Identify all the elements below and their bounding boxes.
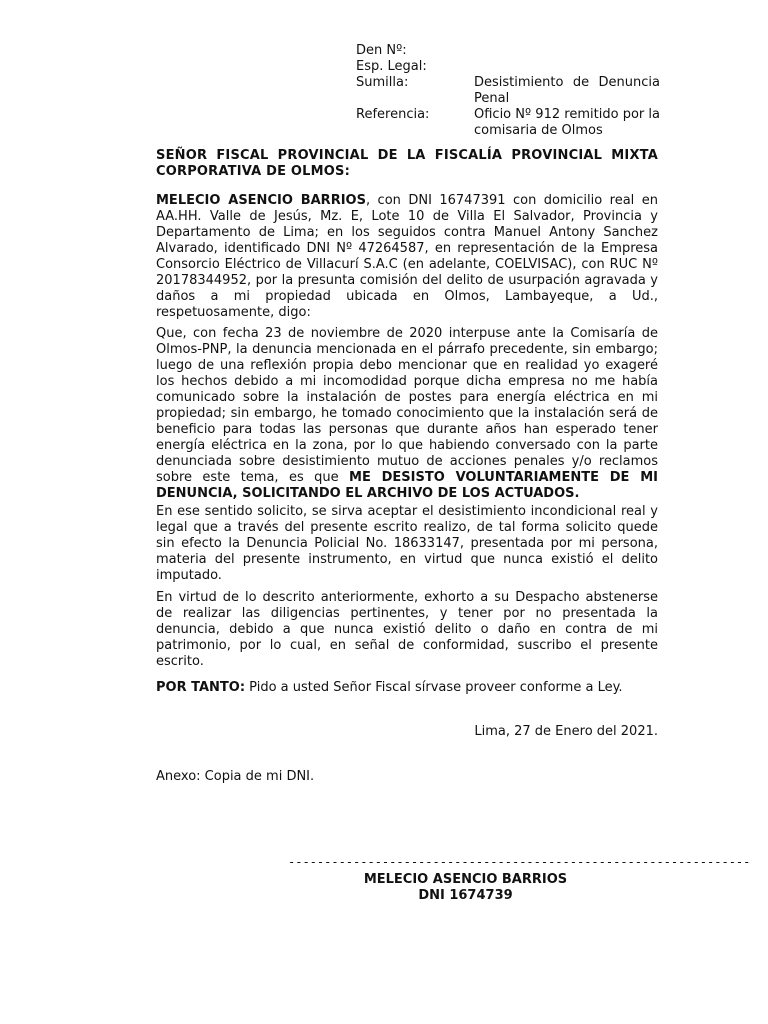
request-paragraph: En ese sentido solicito, se sirva aceptar el desistimiento incondicional real y legal que a través del presente escrito realizo, de tal forma solicito quede sin efecto la Denuncia Policial No. 18633147, presentada por mi persona, materia del presente instrumento, en virtud que nunca existió el delito imputado. [156, 504, 658, 583]
sumilla-value: Desistimiento de Denuncia Penal [474, 75, 660, 106]
den-value [474, 43, 660, 59]
referencia-label: Referencia: [356, 107, 430, 122]
signatory-dni: DNI 1674739 [418, 888, 513, 903]
petitioner-name: MELECIO ASENCIO BARRIOS [156, 193, 366, 208]
signature-line: ---------------------------------------------------------------- [288, 855, 751, 869]
header-row-sumilla [356, 75, 660, 107]
document-header [356, 43, 660, 139]
den-label: Den Nº: [356, 43, 407, 58]
intro-paragraph [156, 193, 658, 321]
document-date: Lima, 27 de Enero del 2021. [474, 724, 658, 739]
esp-legal-value [474, 59, 660, 75]
facts-text: Que, con fecha 23 de noviembre de 2020 interpuse ante la Comisaría de Olmos-PNP, la denuncia mencionada en el párrafo precedente, sin embargo; luego de una reflexión propia debo mencionar que en realidad yo exageré los hechos debido a mi incomodidad porque dicha empresa no me había comunicado sobre la instalación de postes para energía eléctrica en mi propiedad; sin embargo, he tomado conocimiento que la instalación será de beneficio para todas las personas que durante años han esperado tener energía eléctrica en la zona, por lo que habiendo conversado con la parte denunciada sobre desistimiento mutuo de acciones penales y/o reclamos sobre este tema, es que [156, 326, 658, 485]
esp-legal-label: Esp. Legal: [356, 59, 427, 74]
header-row-esp [356, 59, 660, 75]
sumilla-label: Sumilla: [356, 75, 409, 90]
intro-text: , con DNI 16747391 con domicilio real en AA.HH. Valle de Jesús, Mz. E, Lote 10 de Villa El Salvador, Provincia y Departamento de Lima; en los seguidos contra Manuel Antony Sanchez Alvarado, identificado DNI Nº 47264587, en representación de la Empresa Consorcio Eléctrico de Villacurí S.A.C (en adelante, COELVISAC), con RUC Nº 20178344952, por la presunta comisión del delito de usurpación agravada y daños a mi propiedad ubicada en Olmos, Lambayeque, a Ud., respetuosamente, digo: [156, 193, 658, 320]
por-tanto-label: POR TANTO: [156, 680, 246, 695]
exhortation-paragraph: En virtud de lo descrito anteriormente, exhorto a su Despacho abstenerse de realizar las diligencias pertinentes, y tener por no presentada la denuncia, debido a que nunca existió delito o daño en contra de mi patrimonio, por lo cual, en señal de conformidad, suscribo el presente escrito. [156, 590, 658, 669]
header-row-referencia [356, 107, 660, 139]
addressee-heading: SEÑOR FISCAL PROVINCIAL DE LA FISCALÍA PROVINCIAL MIXTA CORPORATIVA DE OLMOS: [156, 148, 658, 179]
header-row-den [356, 43, 660, 59]
facts-paragraph [156, 326, 658, 502]
annex-note: Anexo: Copia de mi DNI. [156, 769, 315, 784]
referencia-value: Oficio Nº 912 remitido por la comisaria de Olmos [474, 107, 660, 138]
por-tanto-paragraph [156, 680, 658, 696]
signatory-name: MELECIO ASENCIO BARRIOS [363, 872, 568, 887]
por-tanto-text: Pido a usted Señor Fiscal sírvase proveer conforme a Ley. [245, 680, 623, 695]
desist-statement: ME DESISTO VOLUNTARIAMENTE DE MI DENUNCIA, SOLICITANDO EL ARCHIVO DE LOS ACTUADOS. [156, 470, 659, 501]
